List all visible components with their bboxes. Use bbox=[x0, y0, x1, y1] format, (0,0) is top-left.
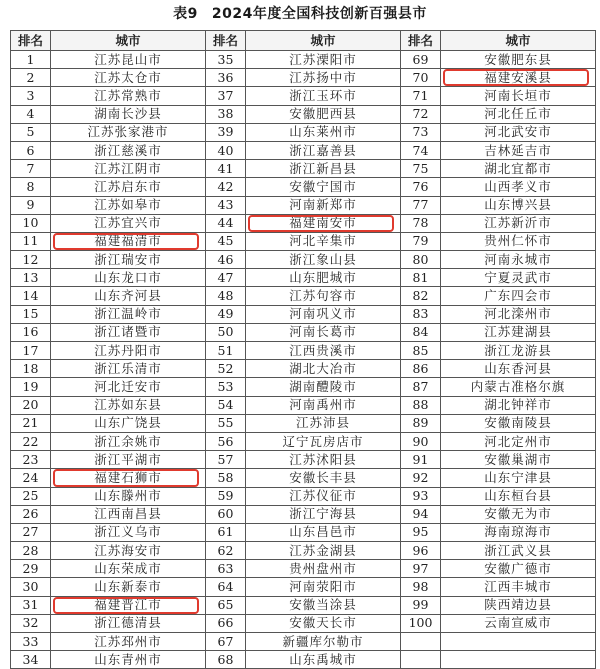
rank-cell: 91 bbox=[401, 451, 441, 469]
city-cell: 浙江瑞安市 bbox=[51, 251, 206, 269]
table-row bbox=[11, 69, 596, 87]
table-row bbox=[11, 469, 596, 487]
table-row bbox=[11, 523, 596, 541]
city-cell: 江苏邳州市 bbox=[51, 633, 206, 651]
rank-cell: 75 bbox=[401, 160, 441, 178]
city-cell: 安徽长丰县 bbox=[246, 469, 401, 487]
header-rank-3: 排名 bbox=[401, 31, 441, 51]
rank-cell: 52 bbox=[206, 360, 246, 378]
city-cell: 山东肥城市 bbox=[246, 269, 401, 287]
city-cell: 浙江平湖市 bbox=[51, 451, 206, 469]
table-row bbox=[11, 287, 596, 305]
city-cell: 山东广饶县 bbox=[51, 414, 206, 432]
city-cell: 陕西靖边县 bbox=[441, 596, 596, 614]
rank-cell: 76 bbox=[401, 178, 441, 196]
city-cell: 广东四会市 bbox=[441, 287, 596, 305]
city-cell: 山西孝义市 bbox=[441, 178, 596, 196]
city-cell: 河南荥阳市 bbox=[246, 578, 401, 596]
city-cell: 湖南长沙县 bbox=[51, 105, 206, 123]
rank-cell: 7 bbox=[11, 160, 51, 178]
city-cell: 江苏张家港市 bbox=[51, 123, 206, 141]
rank-cell: 70 bbox=[401, 69, 441, 87]
city-cell: 江苏沛县 bbox=[246, 414, 401, 432]
rank-cell: 92 bbox=[401, 469, 441, 487]
rank-cell: 37 bbox=[206, 87, 246, 105]
city-cell: 山东昌邑市 bbox=[246, 523, 401, 541]
rank-cell: 20 bbox=[11, 396, 51, 414]
rank-cell: 88 bbox=[401, 396, 441, 414]
rank-cell: 94 bbox=[401, 505, 441, 523]
rank-cell: 17 bbox=[11, 342, 51, 360]
table-row bbox=[11, 360, 596, 378]
table-row bbox=[11, 51, 596, 69]
city-cell: 云南宣威市 bbox=[441, 614, 596, 632]
city-cell: 河北武安市 bbox=[441, 123, 596, 141]
city-cell: 山东荣成市 bbox=[51, 560, 206, 578]
table-row bbox=[11, 633, 596, 651]
rank-cell: 98 bbox=[401, 578, 441, 596]
city-cell: 江苏太仓市 bbox=[51, 69, 206, 87]
city-cell: 江苏金湖县 bbox=[246, 542, 401, 560]
city-cell: 江苏常熟市 bbox=[51, 87, 206, 105]
table-row bbox=[11, 160, 596, 178]
city-cell: 贵州仁怀市 bbox=[441, 232, 596, 250]
city-cell: 浙江慈溪市 bbox=[51, 141, 206, 159]
city-cell: 河北滦州市 bbox=[441, 305, 596, 323]
city-cell: 山东青州市 bbox=[51, 651, 206, 669]
rank-cell: 58 bbox=[206, 469, 246, 487]
table-row bbox=[11, 487, 596, 505]
table-row bbox=[11, 269, 596, 287]
rank-cell: 2 bbox=[11, 69, 51, 87]
table-row bbox=[11, 396, 596, 414]
city-cell: 辽宁瓦房店市 bbox=[246, 432, 401, 450]
rank-cell: 25 bbox=[11, 487, 51, 505]
city-cell: 浙江象山县 bbox=[246, 251, 401, 269]
rank-cell: 1 bbox=[11, 51, 51, 69]
rank-cell: 10 bbox=[11, 214, 51, 232]
rank-cell: 41 bbox=[206, 160, 246, 178]
rank-cell: 61 bbox=[206, 523, 246, 541]
rank-cell: 44 bbox=[206, 214, 246, 232]
rank-cell: 39 bbox=[206, 123, 246, 141]
city-cell: 河南永城市 bbox=[441, 251, 596, 269]
city-cell: 河南长葛市 bbox=[246, 323, 401, 341]
rank-cell: 18 bbox=[11, 360, 51, 378]
city-cell: 湖北大冶市 bbox=[246, 360, 401, 378]
table-row bbox=[11, 123, 596, 141]
table-header-row bbox=[11, 31, 596, 51]
city-cell: 山东齐河县 bbox=[51, 287, 206, 305]
table-row bbox=[11, 614, 596, 632]
rank-cell: 15 bbox=[11, 305, 51, 323]
rank-cell: 40 bbox=[206, 141, 246, 159]
city-cell: 河南巩义市 bbox=[246, 305, 401, 323]
table-row bbox=[11, 651, 596, 669]
city-cell: 江苏启东市 bbox=[51, 178, 206, 196]
rank-cell: 55 bbox=[206, 414, 246, 432]
table-row bbox=[11, 505, 596, 523]
rank-cell: 38 bbox=[206, 105, 246, 123]
city-cell: 浙江新昌县 bbox=[246, 160, 401, 178]
header-rank-2: 排名 bbox=[206, 31, 246, 51]
rank-cell: 11 bbox=[11, 232, 51, 250]
rank-cell: 8 bbox=[11, 178, 51, 196]
rank-cell: 48 bbox=[206, 287, 246, 305]
rank-cell: 86 bbox=[401, 360, 441, 378]
table-row bbox=[11, 141, 596, 159]
city-cell: 浙江龙游县 bbox=[441, 342, 596, 360]
city-cell: 江苏扬中市 bbox=[246, 69, 401, 87]
city-cell: 浙江诸暨市 bbox=[51, 323, 206, 341]
table-row bbox=[11, 342, 596, 360]
rank-cell: 93 bbox=[401, 487, 441, 505]
city-cell: 山东香河县 bbox=[441, 360, 596, 378]
rank-cell: 85 bbox=[401, 342, 441, 360]
rank-cell: 49 bbox=[206, 305, 246, 323]
rank-cell bbox=[401, 651, 441, 669]
rank-cell: 71 bbox=[401, 87, 441, 105]
rank-cell: 59 bbox=[206, 487, 246, 505]
rank-cell: 78 bbox=[401, 214, 441, 232]
city-cell: 江苏丹阳市 bbox=[51, 342, 206, 360]
city-cell: 江苏沭阳县 bbox=[246, 451, 401, 469]
city-cell: 江苏宜兴市 bbox=[51, 214, 206, 232]
table-caption bbox=[0, 3, 600, 23]
city-cell: 贵州盘州市 bbox=[246, 560, 401, 578]
rank-cell: 21 bbox=[11, 414, 51, 432]
rank-cell: 42 bbox=[206, 178, 246, 196]
rank-cell: 96 bbox=[401, 542, 441, 560]
rank-cell: 13 bbox=[11, 269, 51, 287]
rank-cell: 26 bbox=[11, 505, 51, 523]
rank-cell: 84 bbox=[401, 323, 441, 341]
city-cell: 海南琼海市 bbox=[441, 523, 596, 541]
city-cell: 浙江乐清市 bbox=[51, 360, 206, 378]
city-cell: 新疆库尔勒市 bbox=[246, 633, 401, 651]
city-cell bbox=[441, 651, 596, 669]
table-row bbox=[11, 414, 596, 432]
rank-cell: 67 bbox=[206, 633, 246, 651]
rank-cell: 30 bbox=[11, 578, 51, 596]
city-cell: 安徽广德市 bbox=[441, 560, 596, 578]
city-cell: 江苏句容市 bbox=[246, 287, 401, 305]
rank-cell: 81 bbox=[401, 269, 441, 287]
rank-cell: 87 bbox=[401, 378, 441, 396]
city-cell: 浙江温岭市 bbox=[51, 305, 206, 323]
rank-cell: 56 bbox=[206, 432, 246, 450]
table-row bbox=[11, 251, 596, 269]
rank-cell: 83 bbox=[401, 305, 441, 323]
table-row bbox=[11, 451, 596, 469]
table-row bbox=[11, 214, 596, 232]
rank-cell: 64 bbox=[206, 578, 246, 596]
city-cell: 浙江宁海县 bbox=[246, 505, 401, 523]
rank-cell: 28 bbox=[11, 542, 51, 560]
table-number: 表9 bbox=[173, 6, 198, 22]
city-cell-highlighted: 福建福清市 bbox=[51, 232, 206, 250]
rank-cell: 89 bbox=[401, 414, 441, 432]
city-cell: 安徽巢湖市 bbox=[441, 451, 596, 469]
header-city-1: 城市 bbox=[51, 31, 206, 51]
table-row bbox=[11, 305, 596, 323]
rank-cell: 68 bbox=[206, 651, 246, 669]
city-cell-highlighted: 福建南安市 bbox=[246, 214, 401, 232]
rank-cell: 16 bbox=[11, 323, 51, 341]
rank-cell: 66 bbox=[206, 614, 246, 632]
table-row bbox=[11, 196, 596, 214]
table-row bbox=[11, 232, 596, 250]
city-cell: 安徽肥西县 bbox=[246, 105, 401, 123]
table-row bbox=[11, 542, 596, 560]
rank-cell: 62 bbox=[206, 542, 246, 560]
rank-cell: 51 bbox=[206, 342, 246, 360]
table-row bbox=[11, 105, 596, 123]
city-cell: 湖北钟祥市 bbox=[441, 396, 596, 414]
table-row bbox=[11, 178, 596, 196]
rank-cell: 32 bbox=[11, 614, 51, 632]
city-cell: 安徽南陵县 bbox=[441, 414, 596, 432]
rank-cell: 31 bbox=[11, 596, 51, 614]
rank-cell: 65 bbox=[206, 596, 246, 614]
rank-cell: 60 bbox=[206, 505, 246, 523]
rank-cell: 79 bbox=[401, 232, 441, 250]
city-cell: 湖北宜都市 bbox=[441, 160, 596, 178]
city-cell: 浙江义乌市 bbox=[51, 523, 206, 541]
table-row bbox=[11, 578, 596, 596]
rank-cell: 97 bbox=[401, 560, 441, 578]
rank-cell: 33 bbox=[11, 633, 51, 651]
rank-cell: 90 bbox=[401, 432, 441, 450]
ranking-table bbox=[10, 30, 596, 669]
rank-cell: 5 bbox=[11, 123, 51, 141]
city-cell: 江苏仪征市 bbox=[246, 487, 401, 505]
city-cell: 安徽无为市 bbox=[441, 505, 596, 523]
city-cell: 浙江嘉善县 bbox=[246, 141, 401, 159]
header-rank-1: 排名 bbox=[11, 31, 51, 51]
rank-cell: 45 bbox=[206, 232, 246, 250]
rank-cell: 72 bbox=[401, 105, 441, 123]
city-cell: 江苏海安市 bbox=[51, 542, 206, 560]
city-cell: 湖南醴陵市 bbox=[246, 378, 401, 396]
city-cell: 河南长垣市 bbox=[441, 87, 596, 105]
rank-cell: 6 bbox=[11, 141, 51, 159]
rank-cell: 9 bbox=[11, 196, 51, 214]
rank-cell: 22 bbox=[11, 432, 51, 450]
city-cell: 江苏如东县 bbox=[51, 396, 206, 414]
rank-cell: 80 bbox=[401, 251, 441, 269]
city-cell: 山东滕州市 bbox=[51, 487, 206, 505]
rank-cell: 74 bbox=[401, 141, 441, 159]
city-cell: 山东博兴县 bbox=[441, 196, 596, 214]
city-cell: 山东宁津县 bbox=[441, 469, 596, 487]
city-cell: 浙江玉环市 bbox=[246, 87, 401, 105]
city-cell bbox=[441, 633, 596, 651]
table-row bbox=[11, 560, 596, 578]
city-cell: 安徽肥东县 bbox=[441, 51, 596, 69]
rank-cell: 95 bbox=[401, 523, 441, 541]
city-cell: 江苏建湖县 bbox=[441, 323, 596, 341]
rank-cell: 36 bbox=[206, 69, 246, 87]
city-cell-highlighted: 福建安溪县 bbox=[441, 69, 596, 87]
table-row bbox=[11, 87, 596, 105]
city-cell: 河北定州市 bbox=[441, 432, 596, 450]
rank-cell: 34 bbox=[11, 651, 51, 669]
rank-cell: 73 bbox=[401, 123, 441, 141]
rank-cell: 47 bbox=[206, 269, 246, 287]
rank-cell: 3 bbox=[11, 87, 51, 105]
rank-cell: 29 bbox=[11, 560, 51, 578]
city-cell: 江苏新沂市 bbox=[441, 214, 596, 232]
rank-cell: 43 bbox=[206, 196, 246, 214]
city-cell: 江苏江阴市 bbox=[51, 160, 206, 178]
city-cell: 浙江德清县 bbox=[51, 614, 206, 632]
rank-cell: 53 bbox=[206, 378, 246, 396]
city-cell: 浙江武义县 bbox=[441, 542, 596, 560]
table-row bbox=[11, 596, 596, 614]
city-cell: 内蒙古准格尔旗 bbox=[441, 378, 596, 396]
header-city-3: 城市 bbox=[441, 31, 596, 51]
city-cell: 江苏如皋市 bbox=[51, 196, 206, 214]
table-row bbox=[11, 378, 596, 396]
city-cell: 江西丰城市 bbox=[441, 578, 596, 596]
rank-cell: 63 bbox=[206, 560, 246, 578]
rank-cell: 77 bbox=[401, 196, 441, 214]
table-row bbox=[11, 323, 596, 341]
city-cell: 河北迁安市 bbox=[51, 378, 206, 396]
rank-cell: 27 bbox=[11, 523, 51, 541]
city-cell: 安徽宁国市 bbox=[246, 178, 401, 196]
city-cell: 江西南昌县 bbox=[51, 505, 206, 523]
city-cell: 浙江余姚市 bbox=[51, 432, 206, 450]
rank-cell: 54 bbox=[206, 396, 246, 414]
rank-cell bbox=[401, 633, 441, 651]
city-cell: 安徽天长市 bbox=[246, 614, 401, 632]
city-cell: 江苏昆山市 bbox=[51, 51, 206, 69]
rank-cell: 35 bbox=[206, 51, 246, 69]
rank-cell: 69 bbox=[401, 51, 441, 69]
city-cell: 山东禹城市 bbox=[246, 651, 401, 669]
city-cell: 河北辛集市 bbox=[246, 232, 401, 250]
rank-cell: 46 bbox=[206, 251, 246, 269]
city-cell: 宁夏灵武市 bbox=[441, 269, 596, 287]
rank-cell: 12 bbox=[11, 251, 51, 269]
rank-cell: 19 bbox=[11, 378, 51, 396]
city-cell: 山东龙口市 bbox=[51, 269, 206, 287]
table-title: 2024年度全国科技创新百强县市 bbox=[211, 6, 427, 22]
city-cell: 山东新泰市 bbox=[51, 578, 206, 596]
city-cell: 山东莱州市 bbox=[246, 123, 401, 141]
rank-cell: 99 bbox=[401, 596, 441, 614]
rank-cell: 57 bbox=[206, 451, 246, 469]
city-cell: 山东桓台县 bbox=[441, 487, 596, 505]
city-cell: 江西贵溪市 bbox=[246, 342, 401, 360]
city-cell: 江苏溧阳市 bbox=[246, 51, 401, 69]
rank-cell: 24 bbox=[11, 469, 51, 487]
rank-cell: 82 bbox=[401, 287, 441, 305]
city-cell: 吉林延吉市 bbox=[441, 141, 596, 159]
city-cell: 河北任丘市 bbox=[441, 105, 596, 123]
table-row bbox=[11, 432, 596, 450]
rank-cell: 100 bbox=[401, 614, 441, 632]
rank-cell: 23 bbox=[11, 451, 51, 469]
city-cell: 河南禹州市 bbox=[246, 396, 401, 414]
city-cell-highlighted: 福建石狮市 bbox=[51, 469, 206, 487]
header-city-2: 城市 bbox=[246, 31, 401, 51]
city-cell: 河南新郑市 bbox=[246, 196, 401, 214]
table-body bbox=[11, 51, 596, 669]
city-cell-highlighted: 福建晋江市 bbox=[51, 596, 206, 614]
rank-cell: 14 bbox=[11, 287, 51, 305]
rank-cell: 50 bbox=[206, 323, 246, 341]
rank-cell: 4 bbox=[11, 105, 51, 123]
city-cell: 安徽当涂县 bbox=[246, 596, 401, 614]
